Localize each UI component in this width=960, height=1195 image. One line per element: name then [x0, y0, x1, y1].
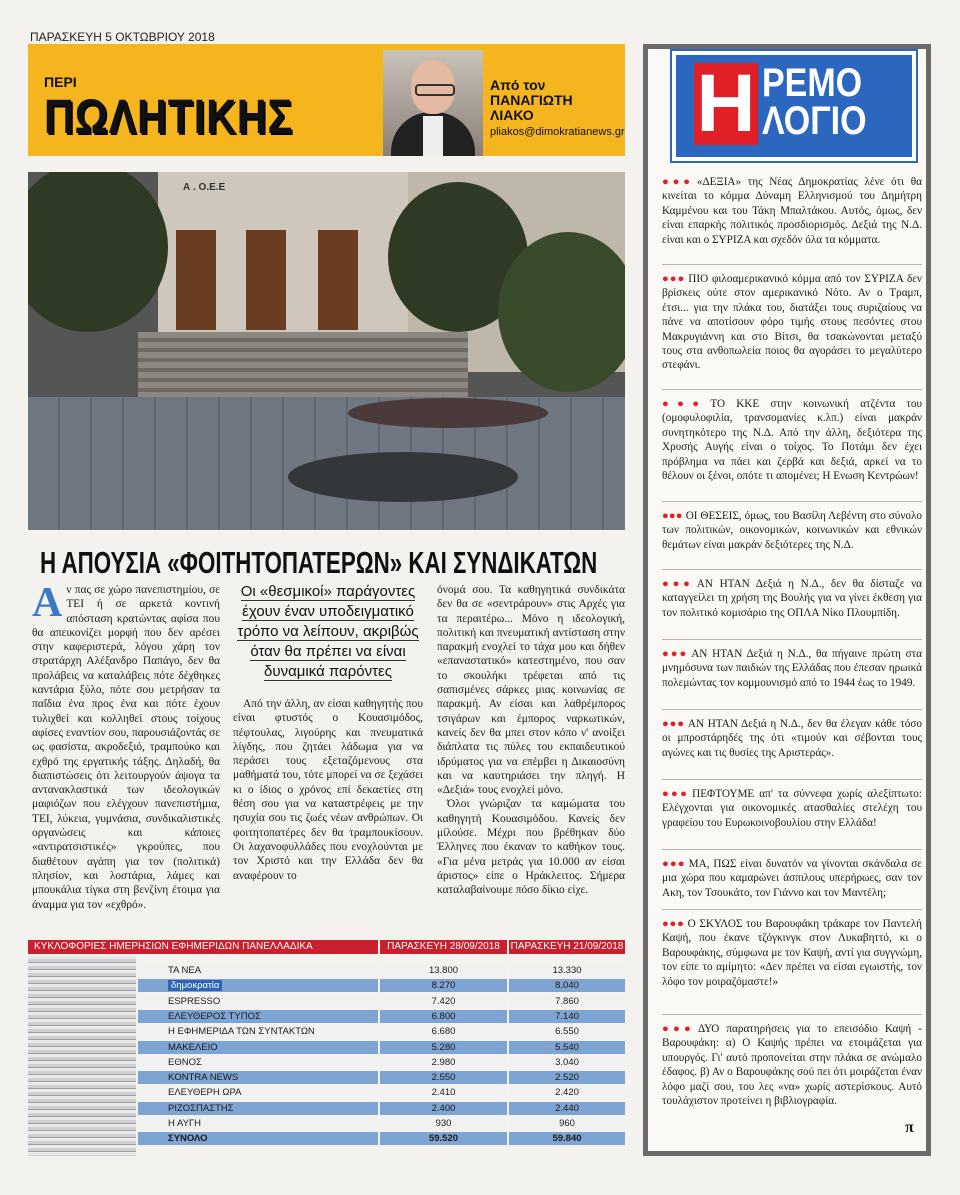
table-row [138, 995, 625, 1009]
sidebar-item-text: ΟΙ ΘΕΣΕΙΣ, όμως, του Βασίλη Λεβέντη στο σύνολο των πολιτικών, οικονομικών, κοινωνικών και εθνικών θεμάτων είναι μακράν δεξιότερες της Ν.Δ. [662, 510, 923, 551]
end-mark: π [905, 1119, 914, 1136]
table-row [138, 979, 625, 993]
sales-week-1: 930 [380, 1117, 507, 1130]
author-email: pliakos@dimokratianews.gr [490, 126, 625, 138]
sidebar-item [662, 1022, 922, 1108]
sidebar-item-text: ΔΥΟ παρατηρήσεις για το επεισόδιο Καψή - Βαρουφάκη: α) Ο Καψής πρέπει να ετοιμάζεται για υπουργός. Γι' αυτό προπονείται στην πλάκα σε ανώμαλο έδαφος. β) Αν ο Βαρουφάκης σού πει ότι μοιράζεται έναν λόφο μαζί σου, του λες «να» χωρίς αστερίσκους. Αυτό τουλάχιστον προτείνει η βιβλιογραφία. [662, 1023, 922, 1108]
sidebar-item [662, 647, 922, 690]
pull-quote [233, 582, 423, 682]
item-divider [662, 501, 922, 502]
drop-cap: Α [32, 580, 63, 626]
article-column-2 [233, 697, 423, 883]
sales-week-1: 2.550 [380, 1071, 507, 1084]
sales-week-1: 7.420 [380, 995, 507, 1008]
sidebar-item-text: ΑΝ ΗΤΑΝ Δεξιά η Ν.Δ., δεν θα δίσταζε να καταγγείλει τη χρήση της Βουλής για να γίνει έκθεση για τον πολιτικό κομισάριο της ΟΠΛΑ Νίκο Πλουμπίδη. [662, 578, 922, 619]
table-row [138, 1025, 625, 1039]
paper-name: ΣΥΝΟΛΟ [138, 1132, 378, 1145]
sales-week-2: 6.550 [509, 1025, 625, 1038]
item-divider [662, 709, 922, 710]
sales-week-2: 2.440 [509, 1102, 625, 1115]
item-divider [662, 1014, 922, 1015]
byline [490, 78, 573, 123]
sales-week-1: 2.410 [380, 1086, 507, 1099]
paper-name: ΕΛΕΥΘΕΡΟΣ ΤΥΠΟΣ [138, 1010, 378, 1023]
bullet-dots: ●●● [662, 858, 686, 870]
sidebar-item-text: ΑΝ ΗΤΑΝ Δεξιά η Ν.Δ., δεν θα έλεγαν κάθε τόσο οι μπροστάρηδές της ότι «τιμούν και σέβονται τους αγώνες και τις θυσίες της Αριστεράς». [662, 718, 922, 759]
sales-week-1: 5.280 [380, 1041, 507, 1054]
bullet-dots: ●●● [662, 510, 683, 522]
bullet-dots: ●●● [662, 1023, 695, 1035]
table-col-1-header: ΠΑΡΑΣΚΕΥΗ 28/09/2018 [380, 940, 507, 954]
table-row [138, 1132, 625, 1146]
article-column-3 [437, 583, 625, 898]
article-photo [28, 172, 625, 530]
table-row [138, 1041, 625, 1055]
sidebar-item-text: «ΔΕΞΙΑ» της Νέας Δημοκρατίας λένε ότι θα κινείται το κόμμα Δύναμη Ελληνισμού του Δημήτρη Καμμένου και του Τάκη Μπαλτάκου. Αυτός, όμως, δεν είναι επαρκής πολιτικός προσδιορισμός. Δεξιά της Ν.Δ. είναι και ο ΣΥΡΙΖΑ και σχεδόν όλα τα κόμματα. [662, 176, 922, 246]
table-row [138, 964, 625, 978]
sales-week-1: 8.270 [380, 979, 507, 992]
sales-week-2: 960 [509, 1117, 625, 1130]
table-row [138, 1117, 625, 1131]
paper-name: ΕΘΝΟΣ [138, 1056, 378, 1069]
sidebar-column [643, 44, 931, 1156]
column-3-text-b: Όλοι γνώριζαν τα καμώματα του καθηγητή Κουασιμόδου. Κανείς δεν μίλούσε. Μέχρι που βρέθηκαν δύο Έλληνες που έκαναν το καθήκον τους. «Για μένα μετράς για 10.000 αν είσαι άριστος» είπε ο Ηράκλειτος. Σήμερα καταλαβαίνουμε πόσο δίκιο είχε. [437, 798, 625, 897]
sidebar-item [662, 509, 922, 552]
sales-week-2: 2.420 [509, 1086, 625, 1099]
sales-week-2: 3.040 [509, 1056, 625, 1069]
bullet-dots: ●●● [662, 648, 689, 660]
sidebar-item [662, 787, 922, 830]
column-title: ΠΩΛΗΤΙΚΗΣ [44, 91, 294, 144]
sales-week-2: 5.540 [509, 1041, 625, 1054]
item-divider [662, 264, 922, 265]
table-title: ΚΥΚΛΟΦΟΡΙΕΣ ΗΜΕΡΗΣΙΩΝ ΕΦΗΜΕΡΙΔΩΝ ΠΑΝΕΛΛΑΔΙΚΑ [28, 940, 378, 954]
paper-name: ΜΑΚΕΛΕΙΟ [138, 1041, 378, 1054]
byline-prefix: Από τον [490, 77, 546, 93]
sales-week-1: 2.980 [380, 1056, 507, 1069]
bullet-dots: ●●● [662, 918, 685, 930]
bullet-dots: ●●● [662, 578, 694, 590]
sales-week-2: 7.860 [509, 995, 625, 1008]
table-col-2-header: ΠΑΡΑΣΚΕΥΗ 21/09/2018 [510, 941, 624, 952]
sidebar-item-text: Ο ΣΚΥΛΟΣ του Βαρουφάκη τράκαρε τον Παντελή Καψή, που έκανε τζόγκινγκ στον Λυκαβηττό, κι ο Βαρουφάκης, σύμφωνα με τον Καψή, αντί για συγγνώμη, τον είπε το αμίμητο: «Δεν πρέπει να είσαι εγωιστής, τον λόφο τον μοιραζόμαστε!» [662, 918, 922, 988]
paper-name: ΡΙΖΟΣΠΑΣΤΗΣ [138, 1102, 378, 1115]
sidebar-item [662, 175, 922, 247]
issue-date: ΠΑΡΑΣΚΕΥΗ 5 ΟΚΤΩΒΡΙΟΥ 2018 [30, 30, 215, 44]
newspapers-stack-image [28, 956, 136, 1156]
table-row [138, 1010, 625, 1024]
column-2-text: Από την άλλη, αν είσαι καθηγητής που είναι φτυστός ο Κουασιμόδος, πέφτουλας, λιγούρης και πνευματικά λίγδης, που ζητάει λάδωμα για να περάσει τους εξεταζόμενους στα μαθήματά του, τότε μπορεί να σε ξεχάσει κι ο ίδιος ο χρόνος επί δεκαετίες στη θέση σου για να καταστρέφεις με την ησυχία σου τις ζωές νέων ανθρώπων. Οι φοιτητοπατέρες δεν θα τραμπουκίσουν. Οι λαχανοφυλλάδες που ενοχλούνται με τον Χριστό και την Ελλάδα δεν θα αναφέρουν το [233, 698, 423, 882]
author-photo [383, 50, 483, 156]
sidebar-item [662, 272, 922, 373]
logo-line-2: ΛΟΓΙΟ [762, 99, 867, 143]
table-row [138, 1102, 625, 1116]
sidebar-item [662, 917, 922, 989]
bullet-dots: ●●● [662, 718, 685, 730]
paper-name: ESPRESSO [138, 995, 378, 1008]
sidebar-item [662, 577, 922, 620]
paper-name: ΤΑ ΝΕΑ [138, 964, 378, 977]
table-row [138, 1056, 625, 1070]
column-3-text: όνομά σου. Τα καθηγητικά συνδικάτα δεν θα σε «σεντράρουν» στις Αρχές για τα περαιτέρω... Μόνο η ιδεολογική, πολιτική και πνευματική αντίσταση στην παρακμή ενοχλεί το τάχα μου και δήθεν «επαναστατικό» κατεστημένο, που σαν το σκουλήκι τρέφεται από τις σαπισμένες σάρκες μιας κοινωνίας σε παρακμή. Αν είσαι και λαθρέμπορος τσιγάρων και έμπορος ναρκωτικών, κανείς δεν θα μπει στον κόπο ν' ανοίξει διάπλατα τις πύλες του εκπαιδευτικού ιδρύματος για να επέμβει η Δικαιοσύνη και να καυτηριάσει την πληγή. Η «Δεξιά» τους ενοχλεί μόνο. [437, 584, 625, 797]
item-divider [662, 569, 922, 570]
sidebar-item-text: ΑΝ ΗΤΑΝ Δεξιά η Ν.Δ., θα πήγαινε πρώτη στα μνημόσυνα των παιδιών της Ελλάδας που έπεσαν ηρωικά πολεμώντας τον κομμουνισμό από το 1944 έως το 1949. [662, 648, 922, 689]
paper-name: KONTRA NEWS [138, 1071, 378, 1084]
table-row [138, 1071, 625, 1085]
table-row [138, 1086, 625, 1100]
column-1-text: ν πας σε χώρο πανεπιστημίου, σε ΤΕΙ ή σε αρκετά κοντινή απόσταση κρατώντας αφίσα που θα απεικονίζει μορφή που δεν αρέσει στην καφεριστερά, λόγου χάρη τον στρατάρχη Αλέξανδρο Παπάγο, δεν θα προλάβεις να καταλάβεις πότε δέχθηκες καντάρια ξύλο, πότε σου μετρήσαν τα παΐδια ένα προς ένα και πότε έχουν τυλιχθεί και κολληθεί στους τοίχους αφίσες εναντίον σου, παρουσιάζοντάς σε ως φασίστα, ακροδεξιό, τραμπούκο και εχθρό της εργατικής τάξης. Δηλαδή, θα διαπιστώσεις ότι λειτουργούν άψογα τα αντανακλαστικά των ιδεολογικών μαφιόζων που ελέγχουν πανεπιστήμια, ΤΕΙ, λύκεια, γυμνάσια, συνδικαλιστικές οργανώσεις και κάποιες «αντιρατσιστικές» γκρούπες, που διαθέτουν αγάπη για τον (πολιτικά) πλησίον, και λοστάρια, λάμες και μπουκάλια τίγκα στη βενζίνη έτοιμα για άναμμα για τον «εχθρό». [32, 584, 220, 911]
sales-week-1: 6.800 [380, 1010, 507, 1023]
column-header [28, 44, 625, 156]
sidebar-logo [672, 51, 916, 161]
item-divider [662, 389, 922, 390]
sales-week-1: 13.800 [380, 964, 507, 977]
sidebar-item-text: ΤΟ ΚΚΕ στην κοινωνική ατζέντα του (ομοφυλοφιλία, τρανσομανίες κ.λπ.) είναι μακράν συνητηκότερο της Ν.Δ. Από την άλλη, δεξιότερα της Χρυσής Αυγής είναι ο τοίχος. Το Ποτάμι δεν έχει πρόβλημα να πάει και ζερβά και δεξιά, αρκεί να το θέλουν οι ξένοι, οπότε τι απομένει; Η Ενωση Κεντρώων! [662, 398, 922, 483]
item-divider [662, 849, 922, 850]
author-first-name: ΠΑΝΑΓΙΩΤΗ [490, 92, 573, 108]
paper-name: Η ΕΦΗΜΕΡΙΔΑ ΤΩΝ ΣΥΝΤΑΚΤΩΝ [138, 1025, 378, 1038]
paper-name: δημοκρατία [138, 979, 378, 992]
sales-week-1: 2.400 [380, 1102, 507, 1115]
sales-week-1: 59.520 [380, 1132, 507, 1145]
circulation-table [28, 940, 625, 1156]
sales-week-2: 8.040 [509, 979, 625, 992]
sales-week-2: 7.140 [509, 1010, 625, 1023]
sidebar-item-text: ΜΑ, ΠΩΣ είναι δυνατόν να γίνονται σκάνδαλα σε μια χώρα που καμαρώνει άσπιλους υπερήρωες, σαν τον Ακη, τον Τσουκάτο, τον Γιάννο και τον Μαντέλη; [662, 858, 922, 899]
logo-line-1: ΡΕΜΟ [762, 61, 863, 105]
sales-week-2: 2.520 [509, 1071, 625, 1084]
bullet-dots: ●●● [662, 273, 686, 285]
bullet-dots: ●●● [662, 398, 708, 410]
sales-week-2: 13.330 [509, 964, 625, 977]
sidebar-item-text: ΠΙΟ φιλοαμερικανικό κόμμα από τον ΣΥΡΙΖΑ δεν βρίσκεις ούτε στον αμερικανικό Νότο. Αν ο Τραμπ, έτσι... για την πλάκα του, διατάξει τους συριζαίους να πάνε να αποτίσουν φόρο τιμής στους πεσόντες στου Μακρυγιάννη και στο Βίτσι, θα τσακώνονται μεταξύ τους στα ανθοπωλεία ποιος θα αγοράσει το μεγαλύτερο στεφάνι. [662, 273, 922, 372]
article-column-1 [32, 580, 220, 912]
logo-letter: Η [694, 63, 758, 145]
building-sign: Α . Ο.Ε.Ε [183, 182, 226, 193]
bullet-dots: ●●● [662, 788, 690, 800]
item-divider [662, 909, 922, 910]
sidebar-item-text: ΠΕΦΤΟΥΜΕ απ' τα σύννεφα χωρίς αλεξίπτωτο: Ελέγχονται για οικονομικές ατασθαλίες στελέχη του γραφείου του Ευρωκοινοβουλίου στην Ελλάδα! [662, 788, 922, 829]
sidebar-item [662, 717, 922, 760]
author-last-name: ΛΙΑΚΟ [490, 107, 534, 123]
paper-name: Η ΑΥΓΗ [138, 1117, 378, 1130]
item-divider [662, 639, 922, 640]
bullet-dots: ●●● [662, 176, 694, 188]
pull-quote-text: Οι «θεσμικοί» παράγοντες έχουν έναν υποδειγματικό τρόπο να λείπουν, ακριβώς όταν θα πρέπει να είναι δυναμικά παρόντες [237, 583, 419, 680]
sales-week-1: 6.680 [380, 1025, 507, 1038]
paper-name: ΕΛΕΥΘΕΡΗ ΩΡΑ [138, 1086, 378, 1099]
sidebar-item [662, 857, 922, 900]
item-divider [662, 779, 922, 780]
sidebar-item [662, 397, 922, 483]
article-headline: Η ΑΠΟΥΣΙΑ «ΦΟΙΤΗΤΟΠΑΤΕΡΩΝ» ΚΑΙ ΣΥΝΔΙΚΑΤΩΝ [40, 545, 598, 580]
header-kicker: ΠΕΡΙ [44, 74, 77, 90]
sales-week-2: 59.840 [509, 1132, 625, 1145]
